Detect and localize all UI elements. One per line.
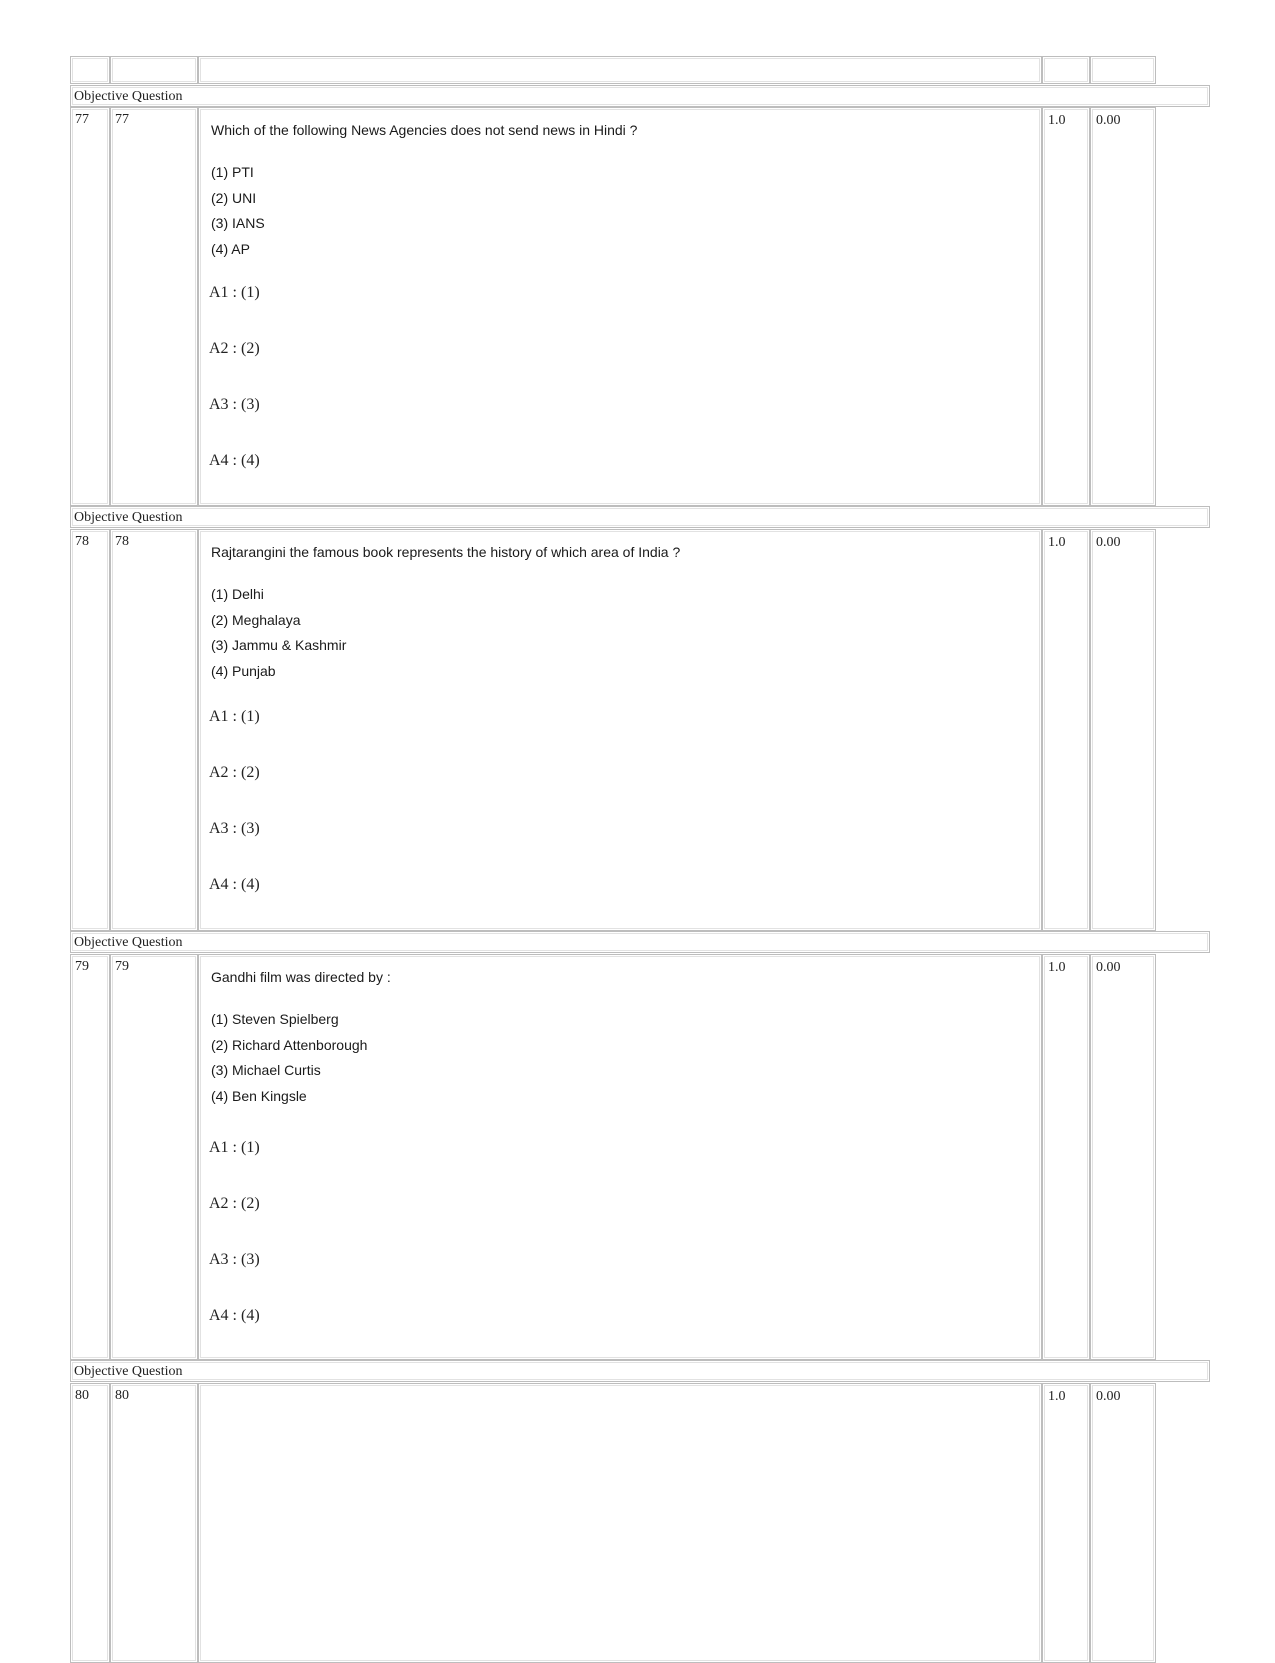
question-cell	[198, 1383, 1042, 1663]
question-cell	[198, 954, 1042, 1360]
answer-choice: A3 : (3)	[209, 820, 260, 837]
question-number: 79	[115, 959, 129, 974]
answer-choice: A4 : (4)	[209, 1307, 260, 1324]
qno-cell	[110, 529, 198, 931]
marks-value: 1.0	[1048, 535, 1066, 550]
answer-choice: A3 : (3)	[209, 1251, 260, 1268]
answer-choice: A2 : (2)	[209, 1195, 260, 1212]
question-text: Gandhi film was directed by :	[211, 969, 391, 985]
option: (4) AP	[211, 240, 250, 257]
qno-cell	[110, 1383, 198, 1663]
answer-choice: A1 : (1)	[209, 284, 260, 301]
negative-marks-value: 0.00	[1096, 113, 1121, 128]
prev-row-negative-cell	[1090, 56, 1156, 84]
option-list	[211, 1007, 367, 1109]
sno-cell	[70, 107, 110, 506]
marks-value: 1.0	[1048, 960, 1066, 975]
negative-marks-value: 0.00	[1096, 535, 1121, 550]
negative-marks-value: 0.00	[1096, 1389, 1121, 1404]
prev-row-qno-cell	[110, 56, 198, 84]
option: (3) Michael Curtis	[211, 1062, 321, 1078]
question-number: 80	[115, 1388, 129, 1403]
option: (1) Steven Spielberg	[211, 1011, 339, 1027]
option-list	[211, 582, 346, 684]
negative-marks-cell	[1090, 954, 1156, 1360]
negative-marks-cell	[1090, 107, 1156, 506]
answer-choice: A1 : (1)	[209, 1139, 260, 1156]
answer-choice: A4 : (4)	[209, 876, 260, 893]
marks-cell	[1042, 107, 1090, 506]
marks-value: 1.0	[1048, 1389, 1066, 1404]
marks-cell	[1042, 529, 1090, 931]
serial-number: 77	[75, 112, 89, 127]
option: (2) UNI	[211, 189, 257, 206]
section-label: Objective Question	[74, 1364, 183, 1379]
option: (3) Jammu & Kashmir	[211, 637, 347, 653]
serial-number: 80	[75, 1388, 89, 1403]
question-text: Rajtarangini the famous book represents the history of which area of India ?	[211, 544, 681, 560]
prev-row-sno-cell	[70, 56, 110, 84]
answer-choice: A4 : (4)	[209, 452, 260, 469]
section-header	[70, 506, 1210, 528]
marks-cell	[1042, 954, 1090, 1360]
serial-number: 79	[75, 959, 89, 974]
option: (1) PTI	[211, 164, 254, 180]
option: (2) Meghalaya	[211, 611, 301, 628]
question-number: 77	[115, 112, 129, 127]
section-header	[70, 931, 1210, 953]
qno-cell	[110, 954, 198, 1360]
marks-cell	[1042, 1383, 1090, 1663]
section-label: Objective Question	[74, 89, 183, 104]
negative-marks-cell	[1090, 529, 1156, 931]
sno-cell	[70, 529, 110, 931]
sno-cell	[70, 1383, 110, 1663]
marks-value: 1.0	[1048, 113, 1066, 128]
section-label: Objective Question	[74, 935, 183, 950]
answer-choice: A3 : (3)	[209, 396, 260, 413]
option: (3) IANS	[211, 215, 265, 231]
option: (4) Punjab	[211, 662, 276, 679]
answer-choice: A2 : (2)	[209, 340, 260, 357]
question-cell	[198, 107, 1042, 506]
sno-cell	[70, 954, 110, 1360]
section-header	[70, 85, 1210, 107]
negative-marks-value: 0.00	[1096, 960, 1121, 975]
answer-choice: A2 : (2)	[209, 764, 260, 781]
question-text: Which of the following News Agencies does not send news in Hindi ?	[211, 122, 638, 138]
option: (1) Delhi	[211, 586, 264, 602]
prev-row-marks-cell	[1042, 56, 1090, 84]
prev-row-question-cell	[198, 56, 1042, 84]
negative-marks-cell	[1090, 1383, 1156, 1663]
option-list	[211, 160, 265, 262]
question-number: 78	[115, 534, 129, 549]
option: (4) Ben Kingsle	[211, 1087, 307, 1104]
question-cell	[198, 529, 1042, 931]
serial-number: 78	[75, 534, 89, 549]
section-header	[70, 1360, 1210, 1382]
qno-cell	[110, 107, 198, 506]
option: (2) Richard Attenborough	[211, 1036, 368, 1053]
section-label: Objective Question	[74, 510, 183, 525]
answer-choice: A1 : (1)	[209, 708, 260, 725]
